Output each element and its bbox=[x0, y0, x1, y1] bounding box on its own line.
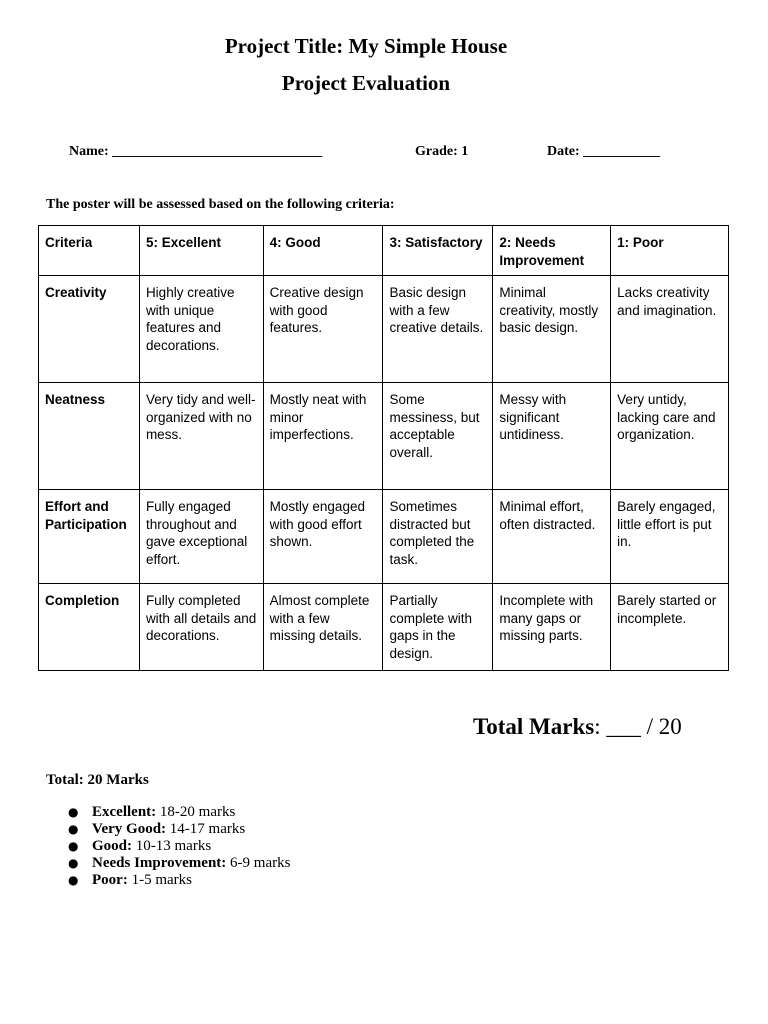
table-row bbox=[39, 490, 729, 584]
total-summary: Total: 20 Marks bbox=[46, 772, 149, 788]
grade-label: Good: bbox=[92, 838, 133, 854]
name-blank[interactable]: ______________________________ bbox=[112, 144, 323, 159]
rubric-cell: Partially complete with gaps in the design. bbox=[383, 584, 493, 671]
grade-label: Excellent: bbox=[92, 804, 157, 820]
bullet-icon: ● bbox=[68, 873, 79, 887]
list-item bbox=[46, 855, 290, 872]
date-field[interactable] bbox=[547, 144, 660, 160]
grade-label: Poor: bbox=[92, 872, 128, 888]
rubric-cell: Very tidy and well-organized with no mess. bbox=[139, 383, 263, 490]
date-label: Date: bbox=[547, 144, 580, 159]
grade-field bbox=[415, 144, 468, 160]
rubric-cell: Mostly engaged with good effort shown. bbox=[263, 490, 383, 584]
list-item bbox=[46, 804, 290, 821]
page-subtitle: Project Evaluation bbox=[281, 71, 451, 95]
rubric-cell: Very untidy, lacking care and organization. bbox=[611, 383, 729, 490]
header-good: 4: Good bbox=[263, 226, 383, 276]
table-row bbox=[39, 276, 729, 383]
grade-label: Grade: bbox=[415, 144, 458, 159]
bullet-icon: ● bbox=[68, 856, 79, 870]
header-satisfactory: 3: Satisfactory bbox=[383, 226, 493, 276]
page-title: Project Title: My Simple House bbox=[224, 34, 508, 58]
grade-range: 18-20 marks bbox=[159, 804, 236, 820]
criterion-cell: Neatness bbox=[39, 383, 140, 490]
rubric-cell: Some messiness, but acceptable overall. bbox=[383, 383, 493, 490]
grade-range: 6-9 marks bbox=[230, 855, 291, 871]
rubric-cell: Basic design with a few creative details. bbox=[383, 276, 493, 383]
rubric-cell: Fully completed with all details and decorations. bbox=[139, 584, 263, 671]
criteria-intro: The poster will be assessed based on the following criteria: bbox=[46, 197, 395, 212]
rubric-cell: Highly creative with unique features and decorations. bbox=[139, 276, 263, 383]
rubric-cell: Fully engaged throughout and gave exceptional effort. bbox=[139, 490, 263, 584]
name-label: Name: bbox=[69, 144, 109, 159]
list-item bbox=[46, 821, 290, 838]
rubric-cell: Minimal effort, often distracted. bbox=[493, 490, 611, 584]
grade-label: Very Good: bbox=[92, 821, 167, 837]
grade-range: 10-13 marks bbox=[135, 838, 212, 854]
rubric-table bbox=[38, 225, 729, 671]
header-poor: 1: Poor bbox=[611, 226, 729, 276]
grade-range: 1-5 marks bbox=[131, 872, 192, 888]
rubric-cell: Mostly neat with minor imperfections. bbox=[263, 383, 383, 490]
list-item bbox=[46, 872, 290, 889]
rubric-cell: Incomplete with many gaps or missing parts. bbox=[493, 584, 611, 671]
rubric-cell: Creative design with good features. bbox=[263, 276, 383, 383]
rubric-header-row bbox=[39, 226, 729, 276]
header-criteria: Criteria bbox=[39, 226, 140, 276]
criterion-cell: Effort and Participation bbox=[39, 490, 140, 584]
table-row bbox=[39, 584, 729, 671]
criterion-cell: Completion bbox=[39, 584, 140, 671]
total-marks-label: Total Marks bbox=[473, 714, 595, 739]
header-needs-improvement: 2: Needs Improvement bbox=[493, 226, 611, 276]
header-excellent: 5: Excellent bbox=[139, 226, 263, 276]
rubric-cell: Messy with significant untidiness. bbox=[493, 383, 611, 490]
bullet-icon: ● bbox=[68, 839, 79, 853]
rubric-cell: Minimal creativity, mostly basic design. bbox=[493, 276, 611, 383]
bullet-icon: ● bbox=[68, 805, 79, 819]
total-marks[interactable] bbox=[473, 714, 682, 740]
grade-scale-list bbox=[46, 804, 290, 889]
name-field[interactable] bbox=[69, 144, 322, 160]
grade-range: 14-17 marks bbox=[169, 821, 246, 837]
rubric-cell: Sometimes distracted but completed the task. bbox=[383, 490, 493, 584]
date-blank[interactable]: ___________ bbox=[583, 144, 661, 159]
rubric-cell: Lacks creativity and imagination. bbox=[611, 276, 729, 383]
grade-label: Needs Improvement: bbox=[92, 855, 227, 871]
total-marks-value[interactable]: : ___ / 20 bbox=[594, 714, 682, 739]
list-item bbox=[46, 838, 290, 855]
bullet-icon: ● bbox=[68, 822, 79, 836]
grade-value: 1 bbox=[461, 144, 469, 159]
rubric-cell: Barely started or incomplete. bbox=[611, 584, 729, 671]
table-row bbox=[39, 383, 729, 490]
rubric-cell: Almost complete with a few missing details. bbox=[263, 584, 383, 671]
criterion-cell: Creativity bbox=[39, 276, 140, 383]
rubric-cell: Barely engaged, little effort is put in. bbox=[611, 490, 729, 584]
